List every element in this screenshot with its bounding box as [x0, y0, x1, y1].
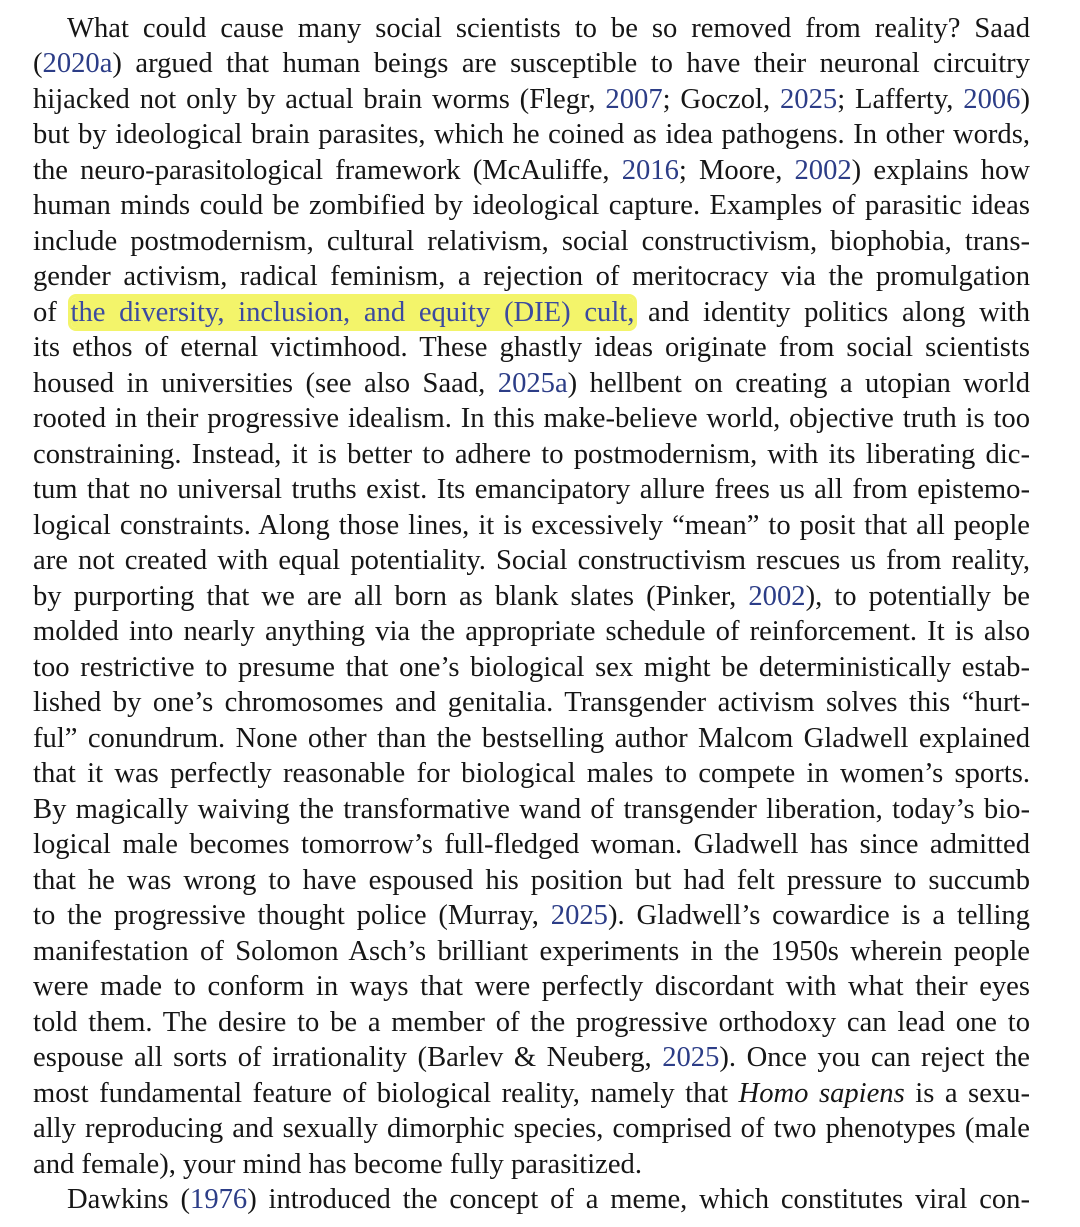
text-line — [33, 366, 1030, 401]
citation-link[interactable]: 2016 — [621, 155, 679, 186]
text-line — [33, 579, 1030, 614]
text-span: tum that no universal truths exist. Its emancipatory allure frees us all from epistemo- — [33, 474, 1030, 505]
text-span: most fundamental feature of biological reality, namely that — [33, 1078, 739, 1109]
text-span: ), to potentially be — [805, 581, 1030, 612]
text-line — [33, 614, 1030, 649]
text-line — [33, 82, 1030, 117]
text-line — [33, 259, 1030, 294]
text-span: espouse all sorts of irrationality (Barlev & Neuberg, — [33, 1042, 663, 1073]
citation-link[interactable]: 2025 — [550, 900, 608, 931]
text-line — [33, 898, 1030, 933]
citation-link[interactable]: 2002 — [794, 155, 852, 186]
citation-link[interactable]: 1976 — [190, 1184, 248, 1215]
text-span: its ethos of eternal victimhood. These ghastly ideas originate from social scientists — [33, 332, 1030, 363]
text-span: that it was perfectly reasonable for biological males to compete in women’s sports. — [33, 758, 1030, 789]
text-span: by purporting that we are all born as blank slates (Pinker, — [33, 581, 749, 612]
text-line — [33, 188, 1030, 223]
text-span: logical constraints. Along those lines, it is excessively “mean” to posit that all people — [33, 510, 1030, 541]
text-line — [33, 508, 1030, 543]
text-span: ally reproducing and sexually dimorphic species, comprised of two phenotypes (male — [33, 1113, 1030, 1144]
text-span: ) — [1020, 84, 1030, 115]
text-span: ). Gladwell’s cowardice is a telling — [607, 900, 1030, 931]
text-span: human minds could be zombified by ideological capture. Examples of parasitic ideas — [33, 190, 1030, 221]
text-line — [33, 650, 1030, 685]
citation-link[interactable]: 2025 — [780, 84, 838, 115]
text-line — [33, 295, 1030, 330]
text-line — [33, 330, 1030, 365]
citation-link[interactable]: 2020a — [42, 48, 113, 79]
citation-link[interactable]: 2002 — [748, 581, 806, 612]
text-span: hijacked not only by actual brain worms (Flegr, — [33, 84, 606, 115]
text-line — [33, 1111, 1030, 1146]
text-line — [33, 401, 1030, 436]
text-span: ) introduced the concept of a meme, which constitutes viral con- — [247, 1184, 1031, 1215]
text-span: ; Lafferty, — [837, 84, 964, 115]
text-line — [33, 153, 1030, 188]
text-line — [67, 11, 1030, 46]
text-span: of — [33, 297, 71, 328]
text-span: housed in universities (see also Saad, — [33, 368, 498, 399]
text-span: constraining. Instead, it is better to adhere to postmodernism, with its liberating dic- — [33, 439, 1030, 470]
text-line — [33, 863, 1030, 898]
text-span: ) explains how — [851, 155, 1030, 186]
text-span: and female), your mind has become fully parasitized. — [33, 1149, 642, 1180]
text-span: that he was wrong to have espoused his position but had felt pressure to succumb — [33, 865, 1030, 896]
text-span: were made to conform in ways that were perfectly discordant with what their eyes — [33, 971, 1030, 1002]
text-line — [33, 827, 1030, 862]
text-span: lished by one’s chromosomes and genitalia. Transgender activism solves this “hurt- — [33, 687, 1030, 718]
text-line — [33, 1040, 1030, 1075]
text-span: too restrictive to presume that one’s biological sex might be deterministically estab- — [33, 652, 1030, 683]
text-span: are not created with equal potentiality. Social constructivism rescues us from reality, — [33, 545, 1030, 576]
text-span: logical male becomes tomorrow’s full-fledged woman. Gladwell has since admitted — [33, 829, 1030, 860]
text-line — [33, 1076, 1030, 1111]
text-span: By magically waiving the transformative wand of transgender liberation, today’s bio- — [33, 794, 1030, 825]
text-line — [33, 969, 1030, 1004]
text-span: ) argued that human beings are susceptible to have their neuronal circuitry — [112, 48, 1030, 79]
text-span: is a sexu- — [904, 1078, 1030, 1109]
text-line — [67, 1182, 1030, 1217]
text-line — [33, 437, 1030, 472]
text-line — [33, 472, 1030, 507]
text-line — [33, 46, 1030, 81]
text-span: manifestation of Solomon Asch’s brilliant experiments in the 1950s wherein people — [33, 936, 1030, 967]
text-span: rooted in their progressive idealism. In this make-believe world, objective truth is too — [33, 403, 1030, 434]
text-line — [33, 224, 1030, 259]
text-span: told them. The desire to be a member of the progressive orthodoxy can lead one to — [33, 1007, 1030, 1038]
italic-term: Homo sapiens — [738, 1078, 905, 1109]
text-span: ) hellbent on creating a utopian world — [567, 368, 1030, 399]
citation-link[interactable]: 2025a — [497, 368, 568, 399]
citation-link[interactable]: 2006 — [963, 84, 1021, 115]
text-line — [33, 721, 1030, 756]
text-span: the neuro-parasitological framework (McAuliffe, — [33, 155, 622, 186]
text-line — [33, 1005, 1030, 1040]
text-line — [33, 756, 1030, 791]
text-span: to the progressive thought police (Murray, — [33, 900, 551, 931]
text-span: ( — [33, 48, 43, 79]
text-line — [33, 792, 1030, 827]
text-span: but by ideological brain parasites, which he coined as idea pathogens. In other words, — [33, 119, 1030, 150]
highlighted-text[interactable]: the diversity, inclusion, and equity (DIE) cult, — [70, 297, 635, 328]
text-span: What could cause many social scientists to be so removed from reality? Saad — [67, 13, 1030, 44]
text-span: gender activism, radical feminism, a rejection of meritocracy via the promulgation — [33, 261, 1030, 292]
text-span: ). Once you can reject the — [719, 1042, 1030, 1073]
text-span: ; Goczol, — [662, 84, 780, 115]
citation-link[interactable]: 2007 — [605, 84, 663, 115]
text-line — [33, 1147, 1030, 1182]
text-line — [33, 934, 1030, 969]
text-line — [33, 543, 1030, 578]
text-line — [33, 685, 1030, 720]
text-span: molded into nearly anything via the appropriate schedule of reinforcement. It is also — [33, 616, 1030, 647]
text-span: Dawkins ( — [67, 1184, 191, 1215]
text-span: and identity politics along with — [634, 297, 1031, 328]
text-line — [33, 117, 1030, 152]
citation-link[interactable]: 2025 — [662, 1042, 720, 1073]
text-span: ; Moore, — [678, 155, 795, 186]
text-span: ful” conundrum. None other than the bestselling author Malcom Gladwell explained — [33, 723, 1030, 754]
text-span: include postmodernism, cultural relativism, social constructivism, biophobia, trans- — [33, 226, 1030, 257]
